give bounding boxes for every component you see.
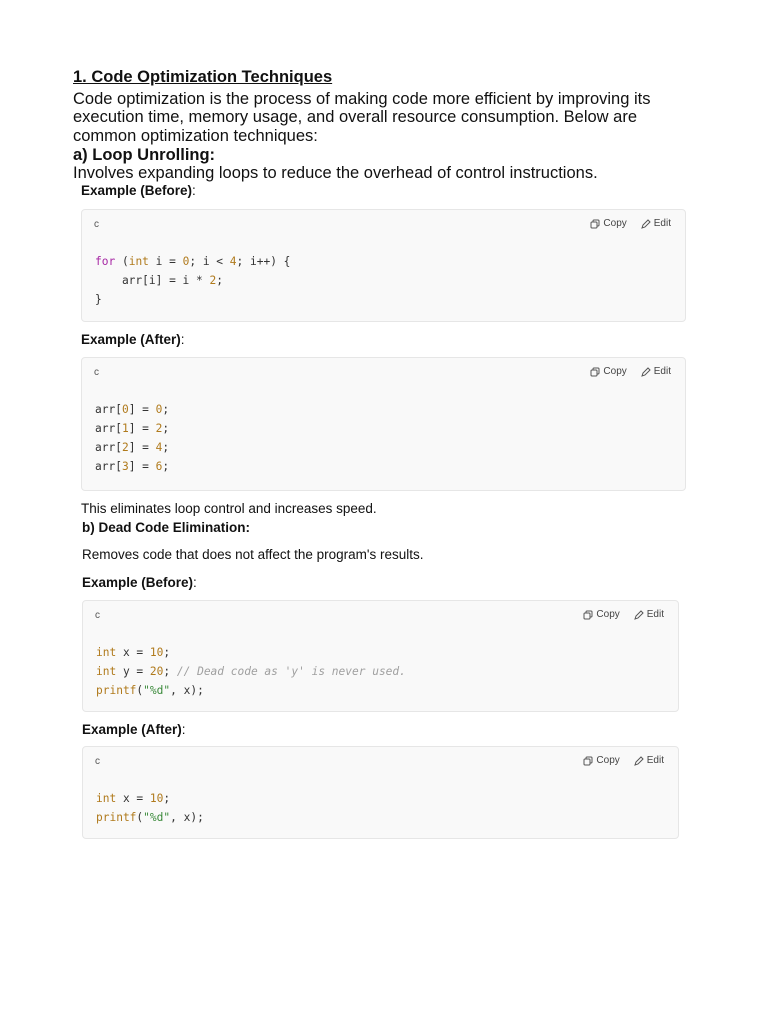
- copy-button[interactable]: [583, 609, 619, 620]
- copy-label: Copy: [603, 218, 627, 229]
- code-block-a-before: [81, 209, 686, 322]
- edit-button[interactable]: [634, 755, 664, 766]
- edit-label: Edit: [653, 218, 671, 229]
- copy-icon: [583, 756, 593, 766]
- page-title: 1. Code Optimization Techniques: [73, 68, 333, 86]
- code-block-b-after: [82, 746, 679, 839]
- edit-icon: [634, 756, 644, 766]
- copy-icon: [590, 367, 600, 377]
- code-content: int x = 10; int y = 20; // Dead code as 'y' is never used. printf("%d", x);: [96, 646, 406, 697]
- copy-button[interactable]: [590, 218, 626, 229]
- intro-paragraph: [73, 90, 713, 145]
- example-after-label: Example (After):: [82, 722, 186, 737]
- edit-button[interactable]: [634, 609, 664, 620]
- copy-label: Copy: [596, 755, 620, 766]
- intro-line: Code optimization is the process of making code more efficient by improving its: [73, 90, 651, 108]
- edit-label: Edit: [646, 755, 664, 766]
- copy-button[interactable]: [583, 755, 619, 766]
- code-language: c: [95, 610, 100, 621]
- code-actions: [590, 366, 671, 377]
- section-b-description: Removes code that does not affect the program's results.: [82, 547, 424, 562]
- section-a-conclusion: This eliminates loop control and increases speed.: [81, 501, 377, 516]
- example-before-label: Example (Before):: [81, 183, 196, 198]
- section-a-description: Involves expanding loops to reduce the overhead of control instructions.: [73, 164, 598, 182]
- edit-button[interactable]: [641, 218, 671, 229]
- section-a-title: a) Loop Unrolling:: [73, 146, 216, 164]
- code-actions: [590, 218, 671, 229]
- edit-button[interactable]: [641, 366, 671, 377]
- edit-icon: [641, 219, 651, 229]
- copy-label: Copy: [596, 609, 620, 620]
- copy-button[interactable]: [590, 366, 626, 377]
- edit-label: Edit: [646, 609, 664, 620]
- code-language: c: [94, 219, 99, 230]
- code-block-a-after: [81, 357, 686, 491]
- code-actions: [583, 609, 664, 620]
- code-content: arr[0] = 0; arr[1] = 2; arr[2] = 4; arr[3] = 6;: [95, 403, 170, 473]
- code-content: for (int i = 0; i < 4; i++) { arr[i] = i * 2; }: [95, 255, 291, 306]
- code-language: c: [94, 367, 99, 378]
- copy-icon: [583, 610, 593, 620]
- code-actions: [583, 755, 664, 766]
- intro-line: common optimization techniques:: [73, 126, 318, 145]
- example-before-label: Example (Before):: [82, 575, 197, 590]
- edit-icon: [634, 610, 644, 620]
- code-block-b-before: [82, 600, 679, 712]
- copy-icon: [590, 219, 600, 229]
- edit-label: Edit: [653, 366, 671, 377]
- edit-icon: [641, 367, 651, 377]
- example-after-label: Example (After):: [81, 332, 185, 347]
- code-language: c: [95, 756, 100, 767]
- code-content: int x = 10; printf("%d", x);: [96, 792, 204, 824]
- copy-label: Copy: [603, 366, 627, 377]
- intro-line: execution time, memory usage, and overall resource consumption. Below are: [73, 108, 638, 127]
- section-b-title: b) Dead Code Elimination:: [82, 520, 251, 535]
